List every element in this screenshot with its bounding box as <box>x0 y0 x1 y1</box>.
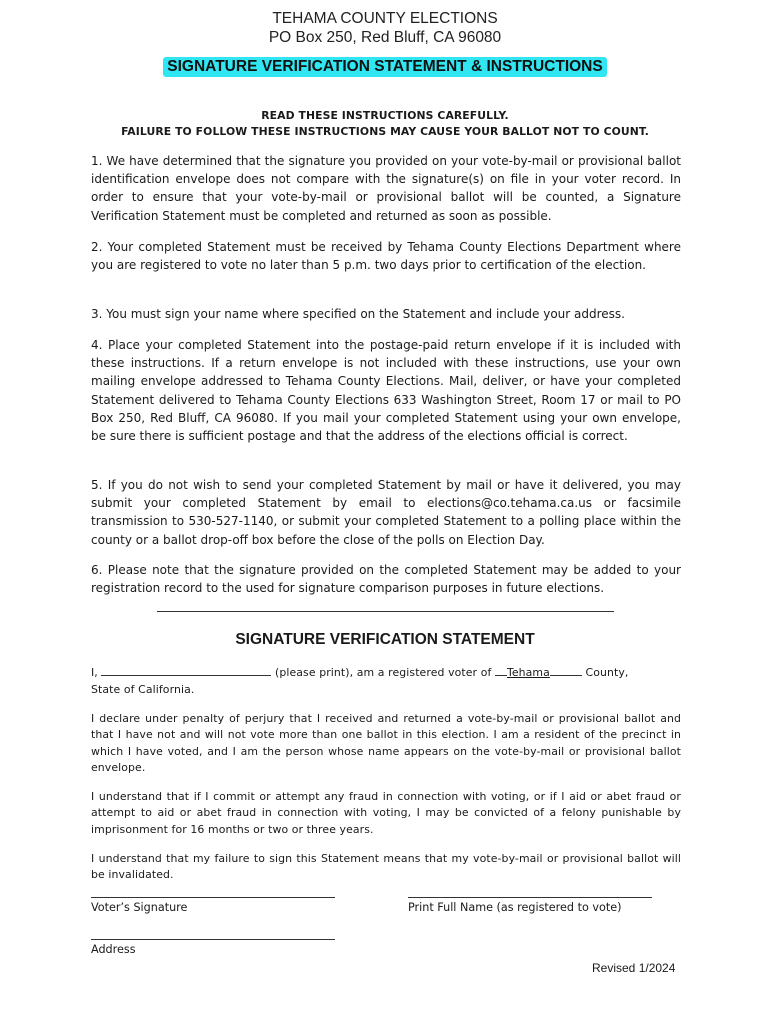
instruction-3: 3. You must sign your name where specified on the Statement and include your address. <box>91 307 625 321</box>
title-wrap <box>0 56 770 77</box>
statement-title: SIGNATURE VERIFICATION STATEMENT <box>235 631 535 648</box>
county-blank-right <box>550 664 582 676</box>
declaration-text: I declare under penalty of perjury that I received and returned a vote-by-mail or provisional ballot and that I have not and will not vote more than one ballot in this election. I am a resident of the precinct in which I have voted, and I am the person whose name appears on the vote-by-mail or provisional ballot envelope. <box>91 712 681 774</box>
org-name: TEHAMA COUNTY ELECTIONS <box>272 10 498 27</box>
voter-line <box>91 664 681 681</box>
org-address: PO Box 250, Red Bluff, CA 96080 <box>268 29 502 46</box>
instruction-6: 6. Please note that the signature provided on the completed Statement may be added to your registration record to the used for signature comparison purposes in future elections. <box>91 563 681 596</box>
address-line[interactable] <box>91 939 335 940</box>
voter-line-suffix: County, <box>585 666 629 679</box>
instruction-4: 4. Place your completed Statement into the postage-paid return envelope if it is included with these instructions. If a return envelope is not included with these instructions, use your own mailing envelope addressed to Tehama County Elections. Mail, deliver, or have your completed Statement delivered to Tehama County Elections 633 Washington Street, Room 17 or mail to PO Box 250, Red Bluff, CA 96080. If you mail your completed Statement using your own envelope, be sure there is sufficient postage and that the address of the elections official is correct. <box>91 338 681 444</box>
revision-date: Revised 1/2024 <box>592 961 676 975</box>
voter-line-prefix: I, <box>91 666 98 679</box>
voter-signature-line[interactable] <box>91 897 335 898</box>
document-title: SIGNATURE VERIFICATION STATEMENT & INSTRUCTIONS <box>163 57 606 77</box>
voter-name-blank[interactable] <box>101 664 271 676</box>
warning-line-2: FAILURE TO FOLLOW THESE INSTRUCTIONS MAY CAUSE YOUR BALLOT NOT TO COUNT. <box>121 125 649 138</box>
voter-line-middle: (please print), am a registered voter of <box>275 666 492 679</box>
address-label: Address <box>91 943 136 956</box>
instruction-2: 2. Your completed Statement must be received by Tehama County Elections Department where you are registered to vote no later than 5 p.m. two days prior to certification of the election. <box>91 240 681 273</box>
section-divider <box>157 611 614 612</box>
warning-line-1: READ THESE INSTRUCTIONS CAREFULLY. <box>261 109 509 122</box>
instruction-5: 5. If you do not wish to send your completed Statement by mail or have it delivered, you may submit your completed Statement by email to elections@co.tehama.ca.us or facsimile transmission to 530-527-1140, or submit your completed Statement to a polling place within the county or a ballot drop-off box before the close of the polls on Election Day. <box>91 478 681 547</box>
failure-text: I understand that my failure to sign this Statement means that my vote-by-mail or provisional ballot will be invalidated. <box>91 852 681 882</box>
county-blank-left <box>495 664 507 676</box>
voter-signature-label: Voter’s Signature <box>91 901 188 914</box>
fraud-text: I understand that if I commit or attempt any fraud in connection with voting, or if I aid or abet fraud or attempt to aid or abet fraud in connection with voting, I may be convicted of a felony punishable by imprisonment for 16 months or two or three years. <box>91 790 681 836</box>
print-name-line[interactable] <box>408 897 652 898</box>
county-value[interactable]: Tehama <box>506 666 550 679</box>
state-line: State of California. <box>91 683 195 696</box>
instruction-1: 1. We have determined that the signature you provided on your vote-by-mail or provisional ballot identification envelope does not compare with the signature(s) on file in your voter record. In order to ensure that your vote-by-mail or provisional ballot will be counted, a Signature Verification Statement must be completed and returned as soon as possible. <box>91 154 681 223</box>
print-name-label: Print Full Name (as registered to vote) <box>408 901 622 914</box>
